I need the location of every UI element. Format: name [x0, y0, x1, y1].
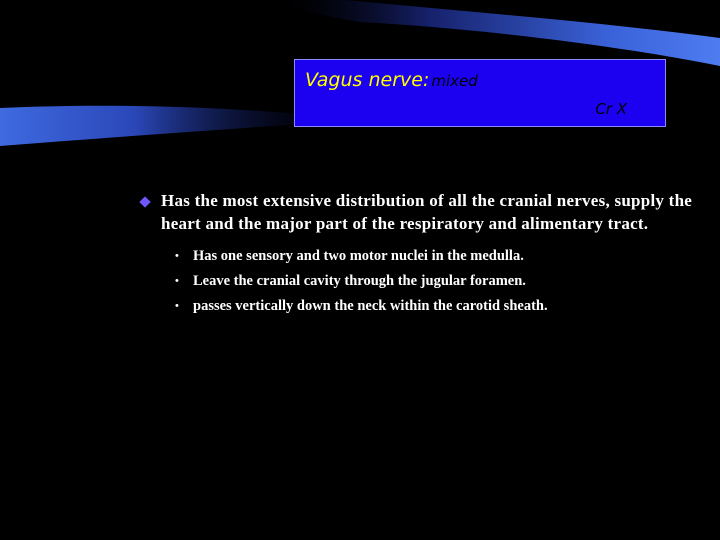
sub-bullet-item: [175, 294, 695, 319]
sub-bullet-list: [135, 244, 695, 319]
bullet-dot-icon: •: [175, 250, 179, 262]
sub-bullet-text: passes vertically down the neck within the carotid sheath.: [193, 298, 548, 314]
main-bullet: [135, 190, 695, 235]
main-bullet-text: Has the most extensive distribution of all the cranial nerves, supply the heart and the major part of the respiratory and alimentary tract.: [161, 191, 693, 233]
title-code: Cr X: [595, 100, 627, 118]
diamond-bullet-icon: [139, 196, 150, 207]
title-qualifier: mixed: [431, 72, 478, 90]
sub-bullet-text: Leave the cranial cavity through the jugular foramen.: [193, 273, 526, 289]
bullet-dot-icon: •: [175, 300, 179, 312]
title-text: Vagus nerve:: [305, 69, 430, 91]
title-box: [294, 59, 666, 127]
slide-title: [305, 69, 478, 91]
sub-bullet-text: Has one sensory and two motor nuclei in the medulla.: [193, 248, 524, 264]
bullet-dot-icon: •: [175, 275, 179, 287]
sub-bullet-item: [175, 244, 695, 269]
sub-bullet-item: [175, 269, 695, 294]
slide-content: [135, 190, 695, 319]
